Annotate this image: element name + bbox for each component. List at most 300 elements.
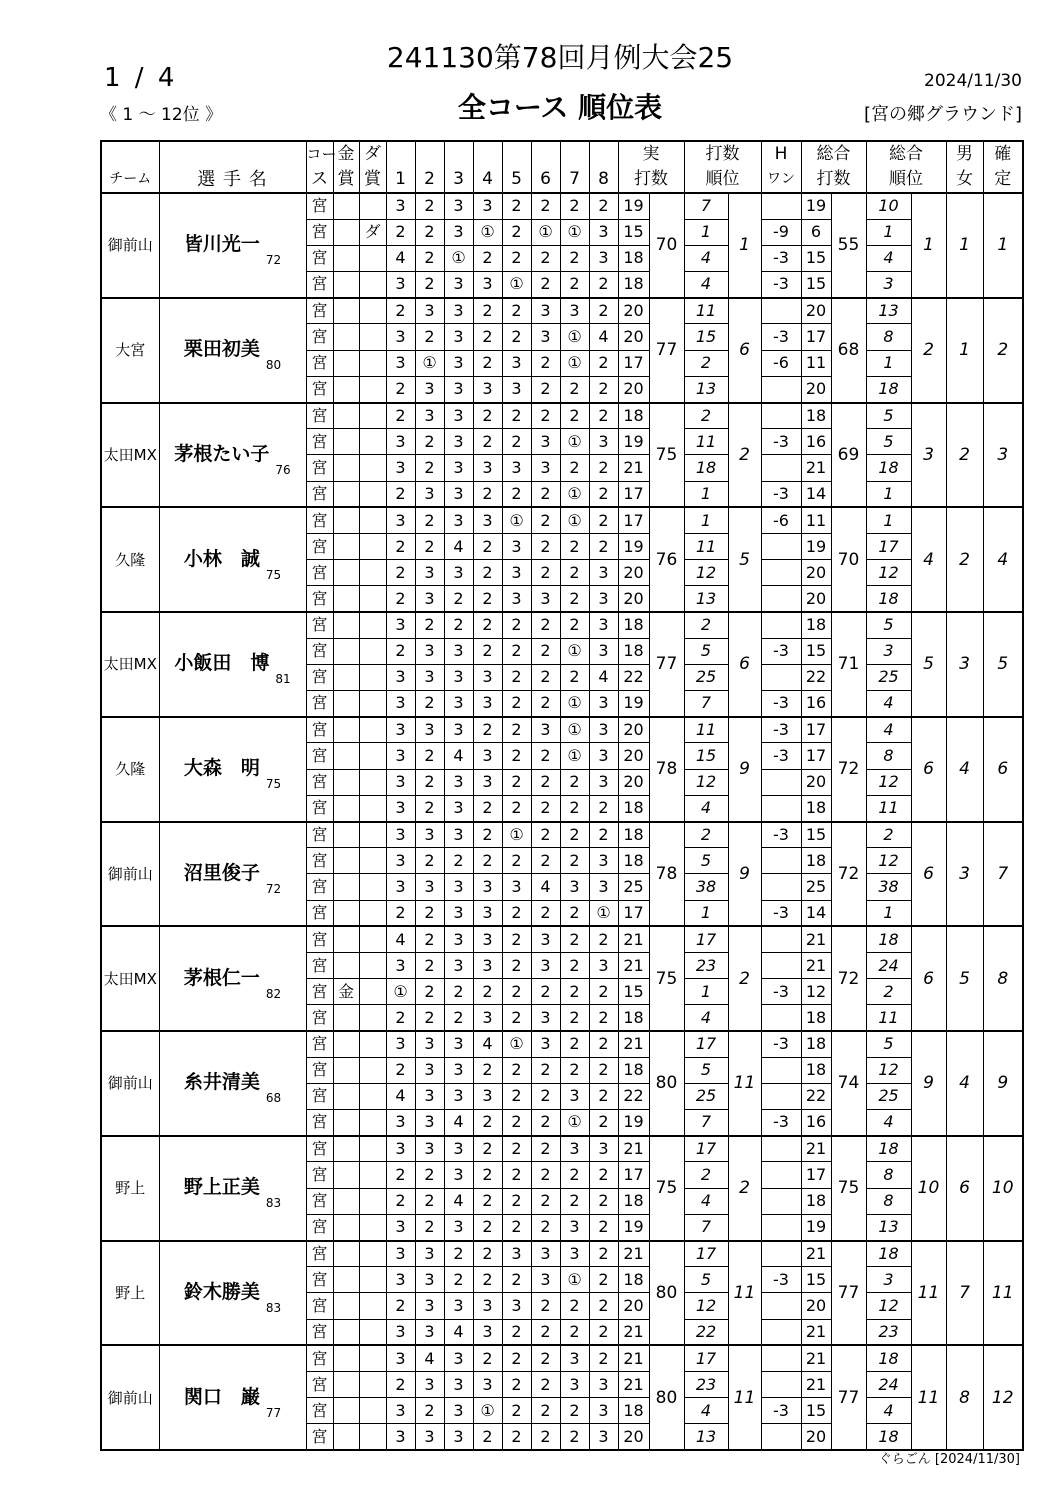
hole-8-score: 3 [589, 612, 618, 638]
hole-3-score: 3 [444, 455, 473, 481]
strokes-header-top: 実 [642, 144, 660, 164]
hole-4-score: 2 [473, 1162, 502, 1188]
da-prize-cell [359, 1345, 386, 1371]
player-age: 72 [265, 881, 282, 896]
gold-prize-cell [333, 245, 359, 271]
hole-4-score: 2 [473, 586, 502, 612]
hole-5-score: 2 [502, 717, 531, 743]
hole-7-score: ① [560, 219, 589, 245]
hole-in-one-adjust [761, 533, 801, 559]
hole-5-score: 2 [502, 795, 531, 821]
hole-3-score: ① [444, 245, 473, 271]
hole-3-score: 3 [444, 1293, 473, 1319]
gold-prize-cell [333, 1057, 359, 1083]
course-net-rank: 11 [866, 1005, 911, 1031]
hole-4-score: 2 [473, 350, 502, 376]
player-name: 大森 明 [183, 757, 260, 780]
hole-8-header: 8 [589, 141, 618, 193]
team-cell: 御前山 [101, 1345, 159, 1450]
round-net: 17 [801, 1162, 831, 1188]
hole-1-score: 3 [386, 874, 415, 900]
hole-7-score: 2 [560, 1424, 589, 1450]
hole-in-one-adjust [761, 1293, 801, 1319]
stroke-rank: 6 [728, 298, 761, 403]
overall-rank: 11 [911, 1345, 946, 1450]
total-net: 69 [831, 403, 866, 508]
round-net: 15 [801, 1398, 831, 1424]
round-net: 20 [801, 1424, 831, 1450]
gold-prize-cell [333, 1241, 359, 1267]
overall-rank: 4 [911, 507, 946, 612]
gender-header-top: 男 [956, 144, 973, 164]
hole-1-score: 3 [386, 795, 415, 821]
stroke-rank: 1 [728, 193, 761, 298]
hole-4-score: 2 [473, 1057, 502, 1083]
hole-4-score: 2 [473, 245, 502, 271]
hole-in-one-adjust [761, 560, 801, 586]
hole-4-score: 3 [473, 769, 502, 795]
hole-7-score: 2 [560, 1031, 589, 1057]
round-net: 20 [801, 376, 831, 402]
hole-3-score: 2 [444, 1241, 473, 1267]
round-strokes: 20 [618, 376, 649, 402]
hole-5-score: 2 [502, 1398, 531, 1424]
hole-5-score: 2 [502, 1188, 531, 1214]
hole-2-score: 2 [415, 848, 444, 874]
gender-rank: 1 [946, 298, 983, 403]
course-cell: 宮 [306, 1083, 333, 1109]
course-cell: 宮 [306, 1424, 333, 1450]
hole-in-one-adjust [761, 403, 801, 429]
round-strokes: 22 [618, 664, 649, 690]
hole-2-score: 2 [415, 533, 444, 559]
course-net-rank: 12 [866, 769, 911, 795]
hole-in-one-adjust [761, 1214, 801, 1240]
gender-rank: 3 [946, 822, 983, 927]
course-stroke-rank: 1 [684, 507, 728, 533]
hole-2-score: 2 [415, 272, 444, 298]
da-prize-cell [359, 874, 386, 900]
hole-6-score: 2 [531, 560, 560, 586]
team-cell: 久隆 [101, 507, 159, 612]
da-prize-cell [359, 376, 386, 402]
hole-1-score: 3 [386, 1031, 415, 1057]
hole-5-score: 2 [502, 952, 531, 978]
hole-2-score: 2 [415, 900, 444, 926]
da-prize-cell [359, 1031, 386, 1057]
hole-4-score: 3 [473, 691, 502, 717]
final-rank: 9 [983, 1031, 1023, 1136]
hole-3-score: 2 [444, 1267, 473, 1293]
round-strokes: 18 [618, 638, 649, 664]
course-stroke-rank: 17 [684, 1241, 728, 1267]
course-stroke-rank: 11 [684, 298, 728, 324]
course-stroke-rank: 7 [684, 193, 728, 219]
player-age: 81 [275, 672, 291, 687]
course-stroke-rank: 15 [684, 743, 728, 769]
round-strokes: 19 [618, 1214, 649, 1240]
hole-5-score: 2 [502, 324, 531, 350]
course-cell: 宮 [306, 193, 333, 219]
round-net: 18 [801, 612, 831, 638]
hole-3-score: 3 [444, 822, 473, 848]
course-net-rank: 17 [866, 533, 911, 559]
gold-prize-header-top: 金 [337, 144, 355, 164]
total-strokes: 76 [649, 507, 684, 612]
round-strokes: 21 [618, 1241, 649, 1267]
hole-1-score: 3 [386, 324, 415, 350]
round-net: 18 [801, 403, 831, 429]
hole-6-score: 2 [531, 1110, 560, 1136]
hole-in-one-adjust: -3 [761, 1267, 801, 1293]
course-stroke-rank: 22 [684, 1319, 728, 1345]
hole-5-score: 2 [502, 1136, 531, 1162]
hole-6-score: ① [531, 219, 560, 245]
hole-1-header: 1 [386, 141, 415, 193]
hole-2-score: 2 [415, 455, 444, 481]
round-net: 20 [801, 560, 831, 586]
stroke-rank-header-bottom: 順位 [705, 169, 740, 189]
hole-1-score: 3 [386, 1267, 415, 1293]
hole-6-score: 2 [531, 272, 560, 298]
gender-header [946, 141, 983, 193]
hole-6-score: 2 [531, 533, 560, 559]
hole-3-score: 3 [444, 638, 473, 664]
course-net-rank: 18 [866, 1241, 911, 1267]
hole-in-one-header-bottom: ワン [767, 171, 795, 187]
total-strokes: 80 [649, 1031, 684, 1136]
course-stroke-rank: 1 [684, 900, 728, 926]
final-rank: 10 [983, 1136, 1023, 1241]
hole-1-score: 2 [386, 638, 415, 664]
hole-8-score: 2 [589, 1188, 618, 1214]
course-net-rank: 24 [866, 1371, 911, 1397]
hole-5-score: 2 [502, 429, 531, 455]
course-header-top: コー [306, 145, 337, 163]
round-strokes: 17 [618, 1162, 649, 1188]
gold-prize-cell [333, 795, 359, 821]
hole-8-score: 2 [589, 1162, 618, 1188]
hole-7-score: ① [560, 1110, 589, 1136]
hole-5-score: 2 [502, 245, 531, 271]
da-prize-cell [359, 1136, 386, 1162]
round-net: 20 [801, 298, 831, 324]
course-net-rank: 12 [866, 1293, 911, 1319]
final-rank: 1 [983, 193, 1023, 298]
hole-3-score: 3 [444, 900, 473, 926]
hole-3-score: 3 [444, 324, 473, 350]
hole-6-score: 3 [531, 586, 560, 612]
course-cell: 宮 [306, 743, 333, 769]
hole-in-one-adjust [761, 586, 801, 612]
course-stroke-rank: 17 [684, 1136, 728, 1162]
gender-rank: 8 [946, 1345, 983, 1450]
course-net-rank: 3 [866, 1267, 911, 1293]
hole-2-score: 3 [415, 1241, 444, 1267]
total-strokes: 78 [649, 822, 684, 927]
hole-in-one-adjust [761, 1057, 801, 1083]
player-cell [159, 507, 306, 612]
course-net-rank: 1 [866, 481, 911, 507]
hole-2-score: 3 [415, 403, 444, 429]
round-strokes: 20 [618, 324, 649, 350]
hole-3-score: 3 [444, 1083, 473, 1109]
hole-5-score: 2 [502, 1319, 531, 1345]
net-rank-header [866, 141, 946, 193]
course-stroke-rank: 13 [684, 1424, 728, 1450]
da-prize-cell [359, 952, 386, 978]
hole-2-score: 3 [415, 1293, 444, 1319]
gender-rank: 2 [946, 403, 983, 508]
course-stroke-rank: 25 [684, 1083, 728, 1109]
course-cell: 宮 [306, 586, 333, 612]
course-net-rank: 5 [866, 403, 911, 429]
stroke-rank-header-top: 打数 [705, 144, 740, 164]
gold-prize-cell [333, 1005, 359, 1031]
round-net: 17 [801, 717, 831, 743]
course-cell: 宮 [306, 1293, 333, 1319]
course-cell: 宮 [306, 822, 333, 848]
hole-3-score: 2 [444, 848, 473, 874]
hole-8-score: 2 [589, 1241, 618, 1267]
hole-6-score: 2 [531, 1214, 560, 1240]
player-name: 皆川光一 [183, 233, 260, 256]
hole-2-score: 3 [415, 1319, 444, 1345]
course-net-rank: 2 [866, 979, 911, 1005]
hole-7-score: ① [560, 638, 589, 664]
round-net: 15 [801, 822, 831, 848]
overall-rank: 6 [911, 717, 946, 822]
round-strokes: 21 [618, 1319, 649, 1345]
gold-prize-cell [333, 507, 359, 533]
course-cell: 宮 [306, 1241, 333, 1267]
venue-name: [宮の郷グラウンド] [863, 104, 1022, 125]
round-net: 21 [801, 455, 831, 481]
round-strokes: 20 [618, 560, 649, 586]
hole-6-score: 2 [531, 1188, 560, 1214]
round-row [101, 507, 1023, 533]
hole-6-score: 2 [531, 900, 560, 926]
hole-5-score: 3 [502, 533, 531, 559]
hole-8-score: 2 [589, 1319, 618, 1345]
course-stroke-rank: 5 [684, 848, 728, 874]
course-stroke-rank: 4 [684, 1005, 728, 1031]
course-cell: 宮 [306, 1188, 333, 1214]
team-cell: 太田MX [101, 612, 159, 717]
hole-8-score: 2 [589, 481, 618, 507]
total-net: 72 [831, 926, 866, 1031]
hole-3-score: 3 [444, 717, 473, 743]
course-stroke-rank: 17 [684, 1031, 728, 1057]
hole-4-score: 2 [473, 403, 502, 429]
hole-8-score: 2 [589, 1267, 618, 1293]
course-net-rank: 4 [866, 717, 911, 743]
course-net-rank: 5 [866, 1031, 911, 1057]
round-net: 21 [801, 1319, 831, 1345]
course-cell: 宮 [306, 979, 333, 1005]
course-stroke-rank: 11 [684, 717, 728, 743]
course-cell: 宮 [306, 1267, 333, 1293]
course-stroke-rank: 13 [684, 376, 728, 402]
player-cell [159, 1345, 306, 1450]
hole-5-score: 2 [502, 1162, 531, 1188]
hole-2-score: 2 [415, 429, 444, 455]
round-strokes: 18 [618, 403, 649, 429]
course-cell: 宮 [306, 691, 333, 717]
hole-4-score: 3 [473, 1293, 502, 1319]
hole-5-score: 3 [502, 1241, 531, 1267]
round-row [101, 612, 1023, 638]
total-net: 70 [831, 507, 866, 612]
total-net: 55 [831, 193, 866, 298]
hole-4-score: 2 [473, 481, 502, 507]
hole-3-score: 3 [444, 769, 473, 795]
hole-in-one-adjust: -9 [761, 219, 801, 245]
da-prize-cell [359, 1188, 386, 1214]
course-cell: 宮 [306, 1162, 333, 1188]
course-stroke-rank: 11 [684, 533, 728, 559]
hole-7-score: 3 [560, 298, 589, 324]
gold-prize-cell [333, 586, 359, 612]
course-cell: 宮 [306, 717, 333, 743]
course-net-rank: 13 [866, 1214, 911, 1240]
stroke-rank: 11 [728, 1241, 761, 1346]
course-net-rank: 25 [866, 1083, 911, 1109]
hole-4-score: 2 [473, 429, 502, 455]
hole-1-score: 2 [386, 403, 415, 429]
total-strokes: 80 [649, 1241, 684, 1346]
hole-7-score: 2 [560, 455, 589, 481]
course-header [306, 141, 337, 193]
gold-prize-cell [333, 1214, 359, 1240]
hole-4-score: 2 [473, 795, 502, 821]
hole-in-one-adjust [761, 298, 801, 324]
course-net-rank: 12 [866, 560, 911, 586]
hole-3-score: 3 [444, 193, 473, 219]
results-body [101, 193, 1023, 1450]
hole-3-score: 2 [444, 979, 473, 1005]
hole-4-score: 2 [473, 638, 502, 664]
hole-in-one-adjust [761, 1188, 801, 1214]
gender-rank: 1 [946, 193, 983, 298]
final-rank: 4 [983, 507, 1023, 612]
course-net-rank: 11 [866, 795, 911, 821]
course-net-rank: 13 [866, 298, 911, 324]
hole-1-score: 2 [386, 1188, 415, 1214]
hole-4-score: 2 [473, 848, 502, 874]
hole-2-score: 3 [415, 1083, 444, 1109]
hole-6-score: 2 [531, 245, 560, 271]
round-strokes: 15 [618, 979, 649, 1005]
course-stroke-rank: 5 [684, 1267, 728, 1293]
player-name: 沼里俊子 [183, 861, 260, 884]
hole-3-score: 3 [444, 429, 473, 455]
hole-5-score: 2 [502, 691, 531, 717]
hole-8-score: 3 [589, 874, 618, 900]
course-cell: 宮 [306, 1398, 333, 1424]
stroke-rank: 6 [728, 612, 761, 717]
da-prize-cell [359, 1057, 386, 1083]
hole-2-score: 2 [415, 769, 444, 795]
total-strokes: 77 [649, 612, 684, 717]
hole-6-score: 3 [531, 1031, 560, 1057]
hole-1-score: 3 [386, 429, 415, 455]
hole-4-score: 3 [473, 272, 502, 298]
hole-6-score: 2 [531, 1371, 560, 1397]
hole-8-score: 3 [589, 245, 618, 271]
team-cell: 太田MX [101, 403, 159, 508]
da-prize-cell [359, 612, 386, 638]
hole-8-score: 3 [589, 1136, 618, 1162]
gold-prize-cell [333, 926, 359, 952]
course-stroke-rank: 2 [684, 822, 728, 848]
overall-rank: 2 [911, 298, 946, 403]
round-net: 21 [801, 1345, 831, 1371]
rank-range: 《 1 ～ 12位 》 [100, 105, 223, 125]
hole-3-score: 4 [444, 1188, 473, 1214]
hole-7-score: 2 [560, 272, 589, 298]
hole-in-one-adjust [761, 952, 801, 978]
round-net: 14 [801, 481, 831, 507]
course-cell: 宮 [306, 533, 333, 559]
hole-8-score: 2 [589, 298, 618, 324]
hole-5-score: 3 [502, 586, 531, 612]
hole-3-score: 3 [444, 376, 473, 402]
hole-1-score: 3 [386, 612, 415, 638]
hole-4-score: 2 [473, 612, 502, 638]
hole-4-score: 3 [473, 1371, 502, 1397]
hole-3-score: 3 [444, 1371, 473, 1397]
hole-in-one-adjust [761, 376, 801, 402]
course-cell: 宮 [306, 481, 333, 507]
hole-7-score: 2 [560, 926, 589, 952]
course-net-rank: 8 [866, 1188, 911, 1214]
stroke-rank-header [684, 141, 761, 193]
da-prize-cell [359, 560, 386, 586]
hole-8-score: 2 [589, 193, 618, 219]
hole-1-score: 3 [386, 664, 415, 690]
course-net-rank: 5 [866, 429, 911, 455]
hole-5-score: 2 [502, 769, 531, 795]
da-prize-cell [359, 1110, 386, 1136]
hole-1-score: 3 [386, 455, 415, 481]
round-row [101, 1345, 1023, 1371]
da-prize-cell [359, 1371, 386, 1397]
hole-5-score: 2 [502, 298, 531, 324]
hole-2-score: 4 [415, 1345, 444, 1371]
hole-in-one-adjust: -3 [761, 822, 801, 848]
player-cell [159, 926, 306, 1031]
hole-2-score: 3 [415, 664, 444, 690]
course-net-rank: 18 [866, 926, 911, 952]
course-cell: 宮 [306, 1345, 333, 1371]
round-strokes: 21 [618, 1136, 649, 1162]
course-net-rank: 5 [866, 612, 911, 638]
round-strokes: 18 [618, 245, 649, 271]
hole-6-score: 2 [531, 1319, 560, 1345]
round-net: 16 [801, 1110, 831, 1136]
da-prize-cell [359, 350, 386, 376]
hole-4-score: 3 [473, 900, 502, 926]
hole-6-score: 2 [531, 769, 560, 795]
hole-in-one-adjust [761, 1005, 801, 1031]
course-net-rank: 18 [866, 455, 911, 481]
hole-in-one-adjust [761, 1083, 801, 1109]
hole-in-one-adjust: -6 [761, 350, 801, 376]
hole-1-score: ① [386, 979, 415, 1005]
stroke-rank: 9 [728, 717, 761, 822]
hole-6-score: 2 [531, 743, 560, 769]
